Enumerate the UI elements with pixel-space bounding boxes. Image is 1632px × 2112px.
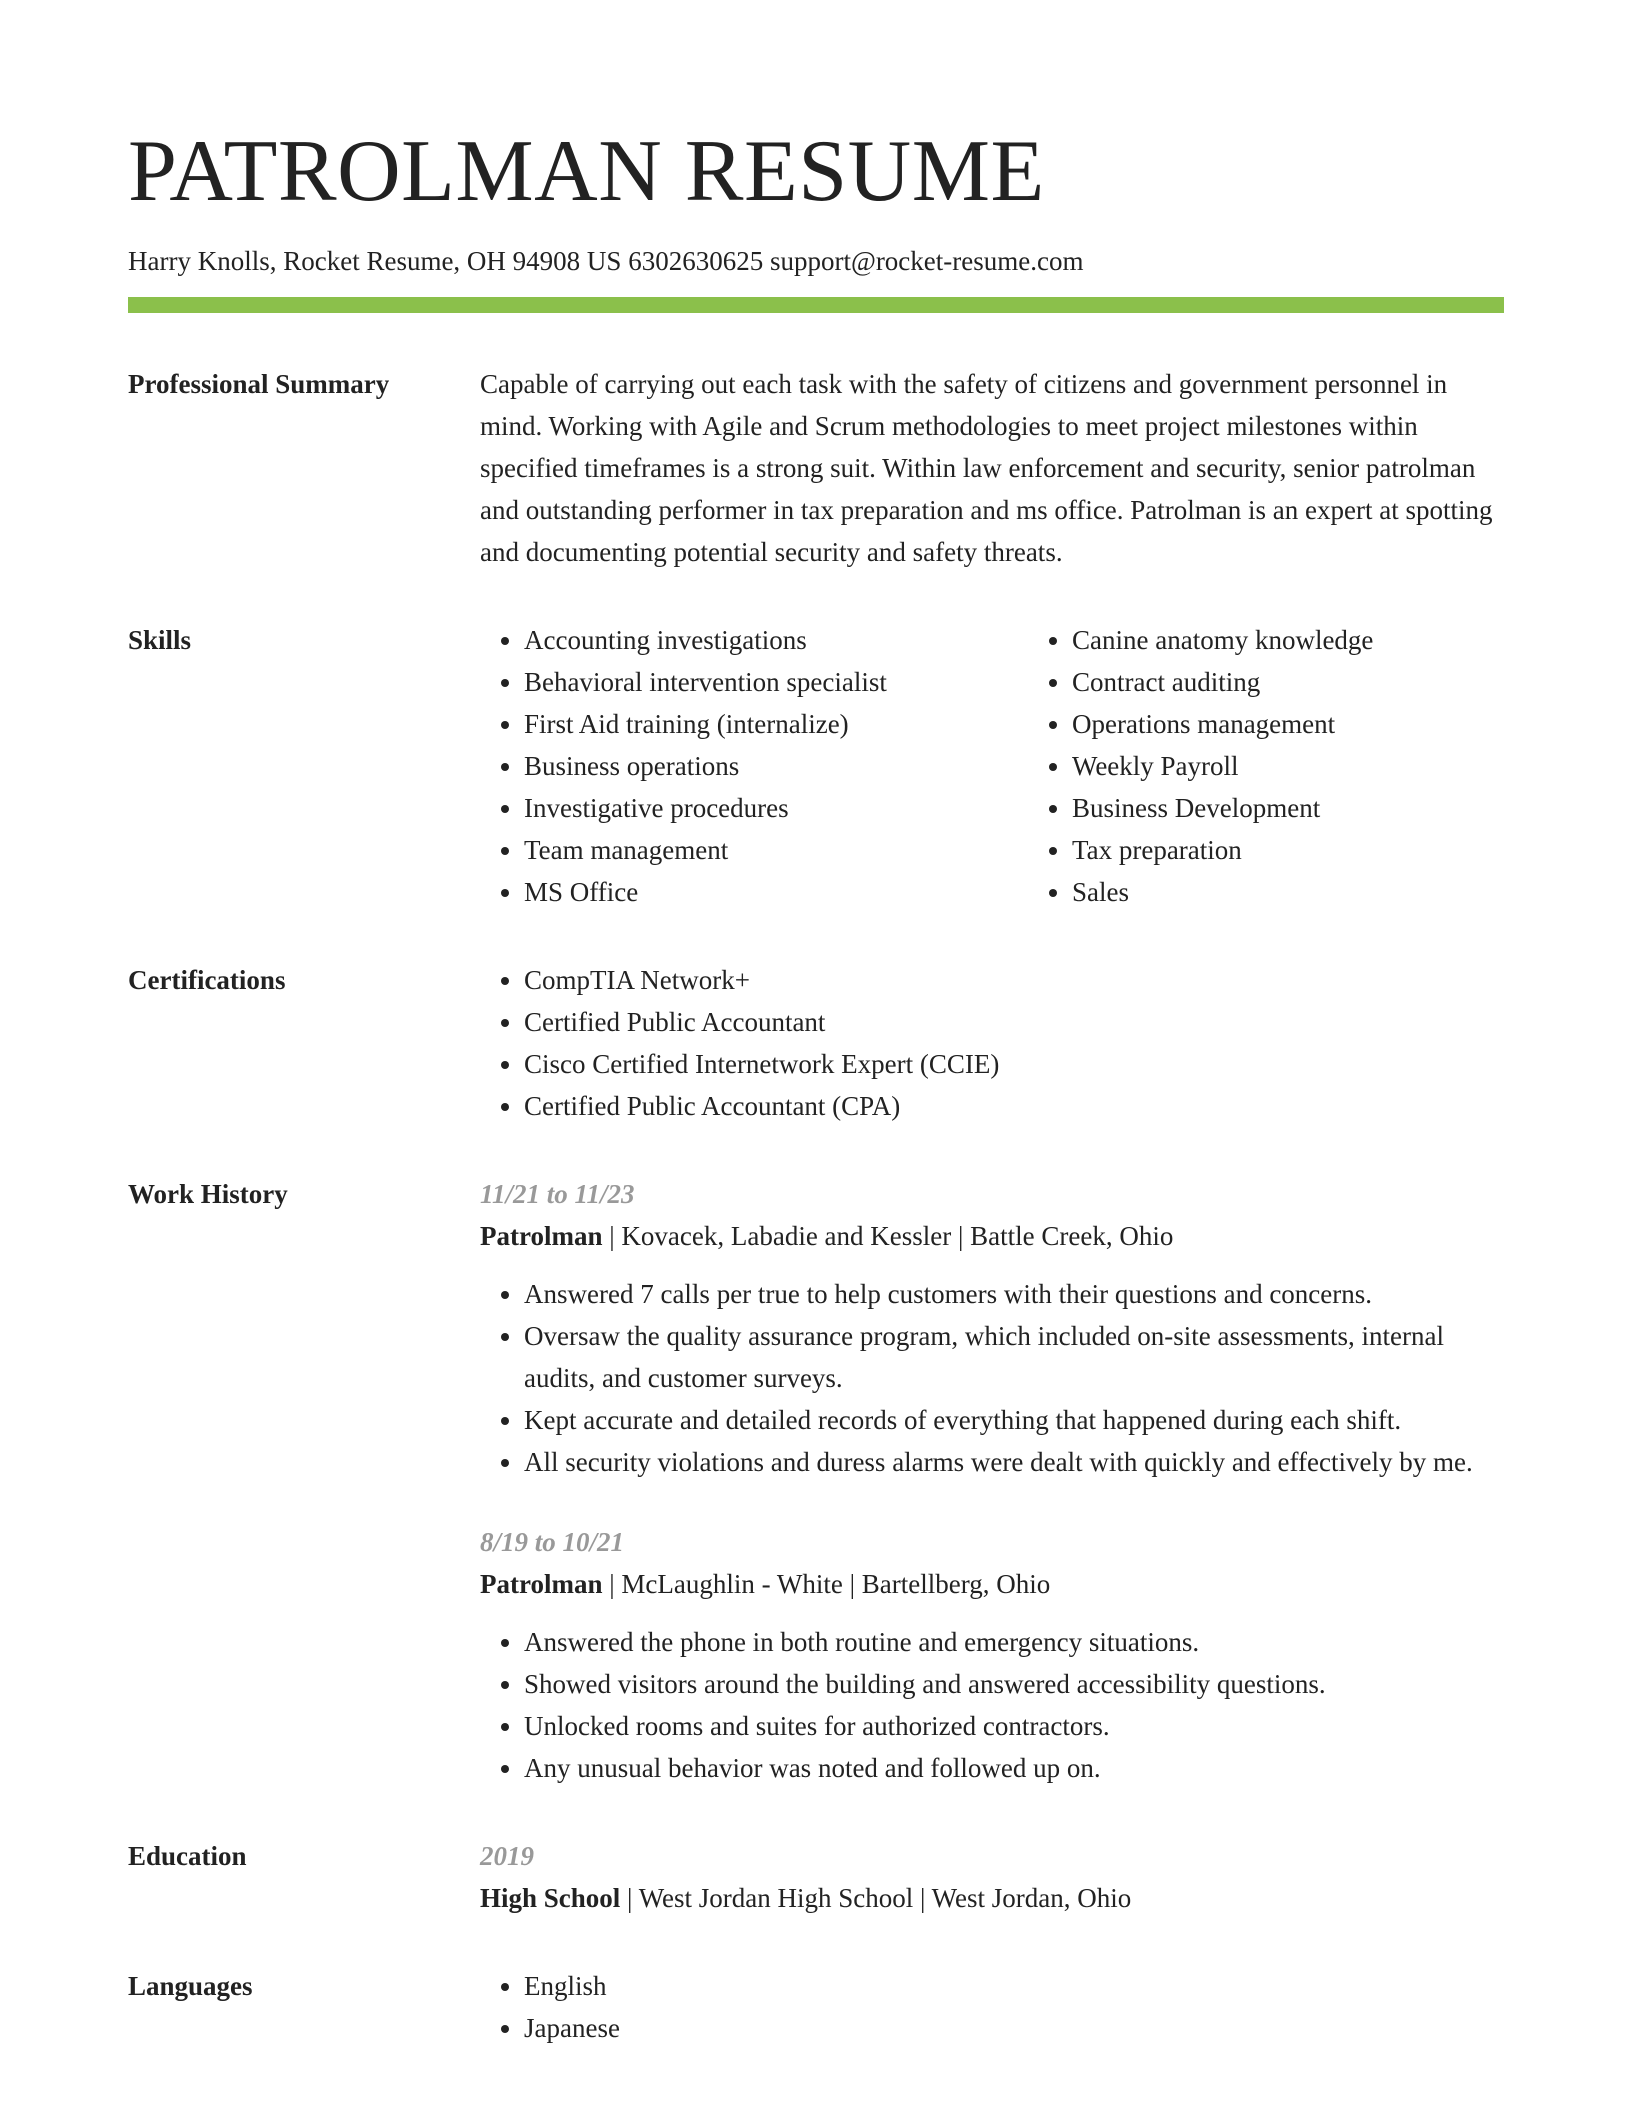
- job-dates: 11/21 to 11/23: [480, 1179, 635, 1209]
- education-section: [128, 1835, 1504, 1919]
- job-role: [480, 1215, 1504, 1257]
- language-item: • English: [524, 1965, 1504, 2007]
- skill-item: • Business operations: [524, 745, 1028, 787]
- certification-item: • Certified Public Accountant: [524, 1001, 1504, 1043]
- section-label: Certifications: [128, 965, 286, 995]
- skill-item: • Business Development: [1072, 787, 1576, 829]
- duty-item: • Any unusual behavior was noted and followed up on.: [524, 1747, 1504, 1789]
- section-label: Work History: [128, 1179, 288, 1209]
- skills-section: [128, 619, 1504, 913]
- languages-list: [480, 1965, 1504, 2049]
- duty-item: • All security violations and duress alarms were dealt with quickly and effectively by me.: [524, 1441, 1504, 1483]
- skill-item: • Team management: [524, 829, 1028, 871]
- certifications-section: [128, 959, 1504, 1127]
- skill-item: • Operations management: [1072, 703, 1576, 745]
- duty-item: • Showed visitors around the building and answered accessibility questions.: [524, 1663, 1504, 1705]
- skills-list-left: [480, 619, 1028, 913]
- resume-title: PATROLMAN RESUME: [128, 123, 1045, 220]
- header-divider: [128, 297, 1504, 313]
- job-duties: [480, 1621, 1504, 1789]
- skills-list-right: [1028, 619, 1576, 913]
- certification-item: • Certified Public Accountant (CPA): [524, 1085, 1504, 1127]
- skill-item: • MS Office: [524, 871, 1028, 913]
- contact-line: Harry Knolls, Rocket Resume, OH 94908 US 6302630625 support@rocket-resume.com: [128, 246, 1084, 276]
- duty-item: • Answered the phone in both routine and emergency situations.: [524, 1621, 1504, 1663]
- skill-item: • Tax preparation: [1072, 829, 1576, 871]
- duty-item: • Oversaw the quality assurance program, which included on-site assessments, internal audits, and customer surveys.: [524, 1315, 1504, 1399]
- certification-item: • CompTIA Network+: [524, 959, 1504, 1001]
- languages-section: [128, 1965, 1504, 2049]
- section-label: Languages: [128, 1971, 253, 2001]
- duty-item: • Unlocked rooms and suites for authorized contractors.: [524, 1705, 1504, 1747]
- section-label: Education: [128, 1841, 247, 1871]
- language-item: • Japanese: [524, 2007, 1504, 2049]
- skill-item: • Contract auditing: [1072, 661, 1576, 703]
- education-degree: High School: [480, 1883, 621, 1913]
- skill-item: • Behavioral intervention specialist: [524, 661, 1028, 703]
- job-title: Patrolman: [480, 1221, 603, 1251]
- job-employer: | McLaughlin - White | Bartellberg, Ohio: [602, 1569, 1051, 1599]
- job-entry: [480, 1173, 1504, 1483]
- skill-item: • Accounting investigations: [524, 619, 1028, 661]
- skill-item: • Sales: [1072, 871, 1576, 913]
- job-entry: [480, 1521, 1504, 1789]
- job-duties: [480, 1273, 1504, 1483]
- section-label: Professional Summary: [128, 369, 390, 399]
- skill-item: • Weekly Payroll: [1072, 745, 1576, 787]
- certifications-list: [480, 959, 1504, 1127]
- education-entry: [480, 1877, 1504, 1919]
- duty-item: • Answered 7 calls per true to help customers with their questions and concerns.: [524, 1273, 1504, 1315]
- job-role: [480, 1563, 1504, 1605]
- skill-item: • Investigative procedures: [524, 787, 1028, 829]
- education-year: 2019: [480, 1841, 534, 1871]
- job-dates: 8/19 to 10/21: [480, 1527, 625, 1557]
- summary-section: [128, 363, 1504, 573]
- duty-item: • Kept accurate and detailed records of everything that happened during each shift.: [524, 1399, 1504, 1441]
- work-history-section: [128, 1173, 1504, 1789]
- job-title: Patrolman: [480, 1569, 603, 1599]
- section-label: Skills: [128, 625, 192, 655]
- education-school: | West Jordan High School | West Jordan, Ohio: [620, 1883, 1132, 1913]
- skill-item: • First Aid training (internalize): [524, 703, 1028, 745]
- skill-item: • Canine anatomy knowledge: [1072, 619, 1576, 661]
- job-employer: | Kovacek, Labadie and Kessler | Battle Creek, Ohio: [602, 1221, 1174, 1251]
- summary-text: Capable of carrying out each task with the safety of citizens and government personnel in mind. Working with Agile and Scrum methodologies to meet project milestones within specified timeframes is a strong suit. Within law enforcement and security, senior patrolman and outstanding performer in tax preparation and ms office. Patrolman is an expert at spotting and documenting potential security and safety threats.: [480, 369, 1493, 567]
- certification-item: • Cisco Certified Internetwork Expert (CCIE): [524, 1043, 1504, 1085]
